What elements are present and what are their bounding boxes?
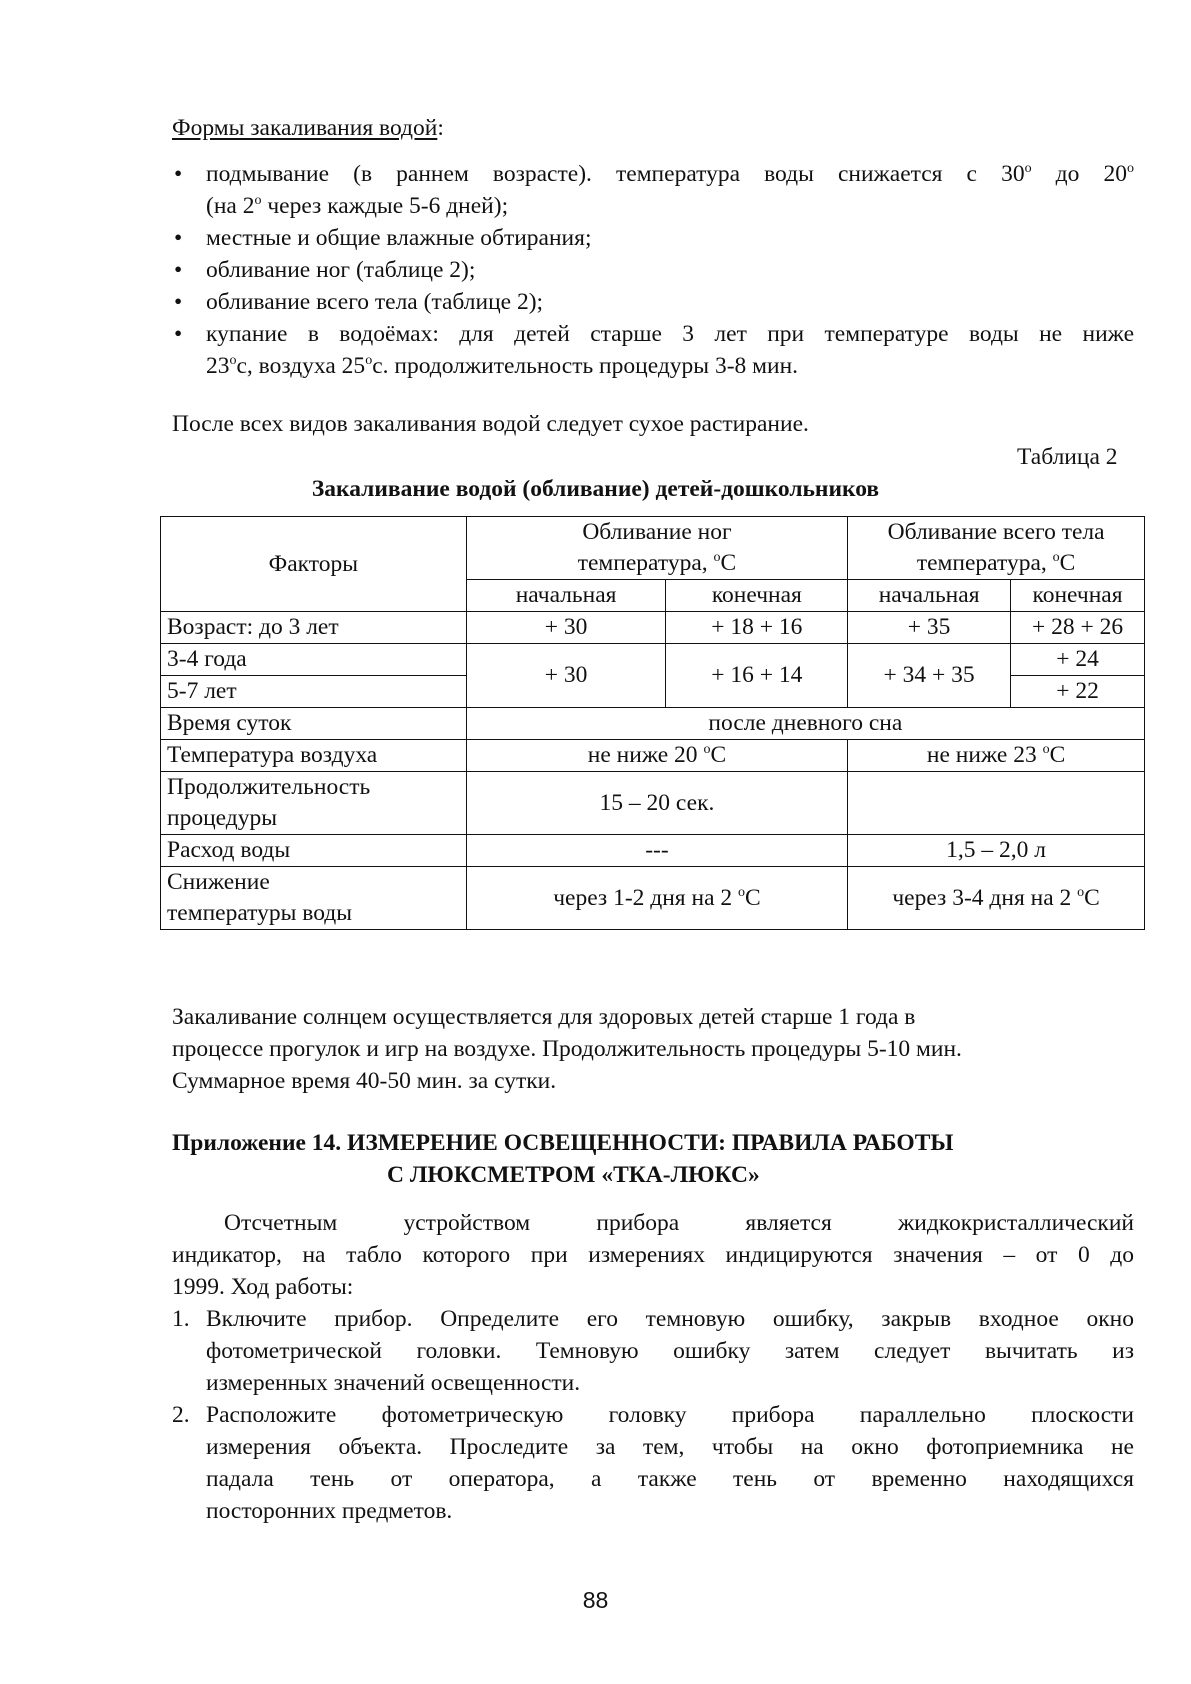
list-item: 1. Включите прибор. Определите его темновую ошибку, закрыв входное окно фотометрической головки. Темновую ошибку затем следует вычитать из измеренных значений освещенности. xyxy=(172,1306,1134,1396)
sun-text-line: процессе прогулок и игр на воздухе. Продолжительность процедуры 5-10 мин. xyxy=(172,1036,962,1062)
sun-text-line: Суммарное время 40-50 мин. за сутки. xyxy=(172,1068,557,1094)
cell: + 22 xyxy=(1011,676,1145,708)
cell: не ниже 23 $^o$С xyxy=(848,740,1145,772)
cell: + 30 xyxy=(466,644,666,708)
row-age-label: 5-7 лет xyxy=(161,676,467,708)
row-age-label: Возраст: до 3 лет xyxy=(161,612,467,644)
appendix-heading: Приложение 14. ИЗМЕРЕНИЕ ОСВЕЩЕННОСТИ: ПРАВИЛА РАБОТЫ xyxy=(172,1130,954,1156)
table-title: Закаливание водой (обливание) детей-дошкольников xyxy=(311,476,880,502)
row-label: Расход воды xyxy=(161,835,467,867)
cell-empty xyxy=(848,772,1145,835)
header-legs-initial: начальная xyxy=(466,580,666,612)
list-item: • купание в водоёмах: для детей старше 3 лет при температуре воды не ниже 23$^o$с, воздуха 25$^o$с. продолжительность процедуры 3-8 мин. xyxy=(174,321,1134,379)
cell: через 3-4 дня на 2 $^o$С xyxy=(848,867,1145,930)
page-number: 88 xyxy=(582,1587,609,1613)
row-age-label: 3-4 года xyxy=(161,644,467,676)
header-legs-final: конечная xyxy=(666,580,848,612)
bullet-list xyxy=(172,158,1134,382)
list-item: • местные и общие влажные обтирания; xyxy=(174,225,592,251)
cell: через 1-2 дня на 2 $^o$С xyxy=(466,867,847,930)
row-label: Продолжительность процедуры xyxy=(161,772,467,835)
cell: + 16 + 14 xyxy=(666,644,848,708)
cell: --- xyxy=(466,835,847,867)
header-body-final: конечная xyxy=(1011,580,1145,612)
cell: + 24 xyxy=(1011,644,1145,676)
cell: + 28 + 26 xyxy=(1011,612,1145,644)
table-row xyxy=(161,835,1145,867)
header-body: Обливание всего тела температура, $^o$С xyxy=(848,517,1145,580)
table-row xyxy=(161,740,1145,772)
cell: 15 – 20 сек. xyxy=(466,772,847,835)
cell: + 35 xyxy=(848,612,1011,644)
table-row xyxy=(161,867,1145,930)
cell: 1,5 – 2,0 л xyxy=(848,835,1145,867)
appendix-heading-line2: С ЛЮКСМЕТРОМ «ТКА-ЛЮКС» xyxy=(387,1162,760,1188)
header-factors: Факторы xyxy=(161,517,467,612)
list-item: • подмывание (в раннем возрасте). температура воды снижается с 30$^o$ до 20$^o$ (на 2$^o$ через каждые 5-6 дней); xyxy=(174,161,1134,219)
header-body-initial: начальная xyxy=(848,580,1011,612)
sun-text-line: Закаливание солнцем осуществляется для здоровых детей старше 1 года в xyxy=(172,1004,916,1030)
table-row xyxy=(161,644,1145,676)
forms-heading: Формы закаливания водой: xyxy=(172,115,444,141)
cell: + 34 + 35 xyxy=(848,644,1011,708)
table-label: Таблица 2 xyxy=(1017,444,1118,470)
steps-list xyxy=(172,1303,1134,1527)
hardening-table xyxy=(160,516,1145,930)
row-label: Снижение температуры воды xyxy=(161,867,467,930)
row-label: Температура воздуха xyxy=(161,740,467,772)
intro-paragraph: Отсчетным устройством прибора является жидкокристаллический индикатор, на табло которого при измерениях индицируются значения – от 0 до 1999. Ход работы: xyxy=(172,1210,1134,1300)
table-row xyxy=(161,772,1145,835)
after-water-text: После всех видов закаливания водой следует сухое растирание. xyxy=(172,411,809,437)
cell: + 30 xyxy=(466,612,666,644)
header-legs: Обливание ног температура, $^o$С xyxy=(466,517,847,580)
row-label: Время суток xyxy=(161,708,467,740)
list-item: • обливание ног (таблице 2); xyxy=(174,257,476,283)
cell: после дневного сна xyxy=(466,708,1144,740)
list-item: 2. Расположите фотометрическую головку прибора параллельно плоскости измерения объекта. Проследите за тем, чтобы на окно фотоприемника не падала тень от оператора, а также тень от временно находящихся посторонних предметов. xyxy=(172,1402,1134,1524)
cell: не ниже 20 $^o$С xyxy=(466,740,847,772)
cell: + 18 + 16 xyxy=(666,612,848,644)
table-row xyxy=(161,612,1145,644)
table-row xyxy=(161,517,1145,580)
table-row xyxy=(161,708,1145,740)
list-item: • обливание всего тела (таблице 2); xyxy=(174,289,544,315)
